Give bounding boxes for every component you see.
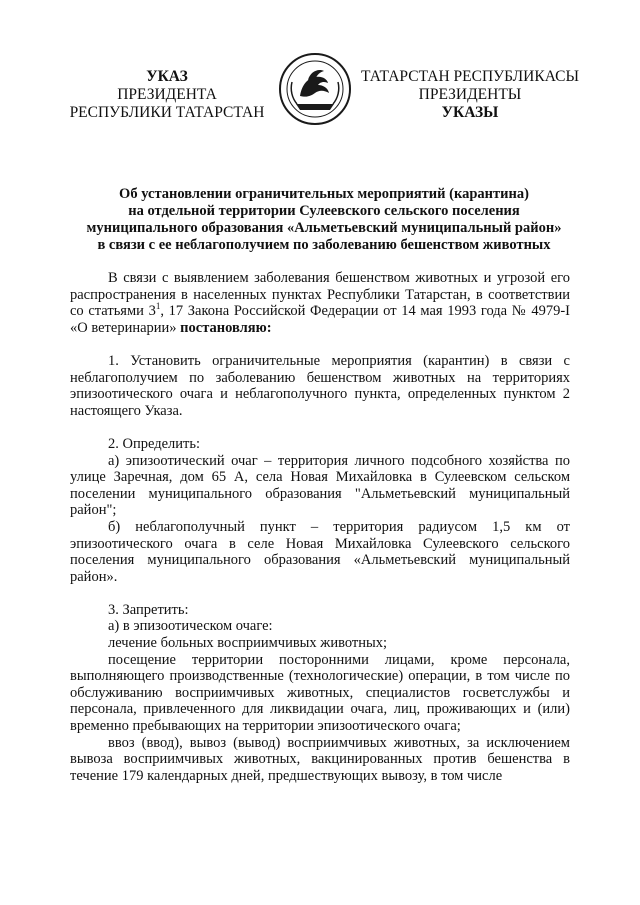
decree-label: УКАЗ	[146, 68, 188, 85]
title-line: Об установлении ограничительных мероприятий (карантина)	[119, 186, 529, 202]
title-line: на отдельной территории Сулеевского сельского поселения	[128, 203, 520, 219]
preamble-paragraph: В связи с выявлением заболевания бешенством животных и угрозой его распространения в населенных пунктах Республики Татарстан, в соответствии со статьями $3^1$, 17 Закона Российской Федерации от 14 мая 1993 года № 4979-I «О ветеринарии» постановляю:	[70, 270, 570, 336]
item-3-line: ввоз (ввод), вывоз (вывод) восприимчивых животных, за исключением вывоза восприимчивых животных, вакцинированных против бешенства в течение 179 календарных дней, предшествующих вывозу, в том числе	[70, 734, 570, 784]
issuer-block-russian	[62, 68, 272, 122]
issuer-line: РЕСПУБЛИКИ ТАТАРСТАН	[69, 104, 265, 121]
item-3a-paragraph: а) в эпизоотическом очаге:	[108, 618, 273, 635]
superscript: 1	[155, 301, 161, 312]
resolution-word: постановляю:	[180, 319, 272, 336]
decree-body	[70, 270, 570, 784]
item-3-line: посещение территории посторонними лицами, кроме персонала, выполняющего производственные (технологические) операции, в том числе по обслуживанию восприимчивых животных, специалистов госветслужбы и персонала, привлеченного для ликвидации очага, лиц, проживающих и (или) временно пребывающих на территории эпизоотического очага;	[70, 651, 570, 735]
item-3-heading: 3. Запретить:	[108, 601, 189, 618]
issuer-line: ТАТАРСТАН РЕСПУБЛИКАСЫ	[361, 68, 579, 85]
title-line: в связи с ее неблагополучием по заболеванию бешенством животных	[97, 237, 551, 253]
title-line: муниципального образования «Альметьевский муниципальный район»	[86, 220, 562, 236]
item-2a-paragraph: а) эпизоотический очаг – территория личного подсобного хозяйства по улице Заречная, дом 65 А, села Новая Михайловка в Сулеевском сельском поселении муниципального образования "Альметьевский муниципальный район";	[70, 452, 570, 519]
item-2b-paragraph: б) неблагополучный пункт – территория радиусом 1,5 км от эпизоотического очага в селе Новая Михайловка Сулеевского сельского поселения муниципального образования «Альметьевский муниципальный район».	[70, 518, 570, 585]
decree-label: УКАЗЫ	[441, 104, 499, 121]
tatarstan-emblem-icon	[278, 52, 352, 126]
item-1-paragraph: 1. Установить ограничительные мероприятия (карантин) в связи с неблагополучием по заболеванию бешенством животных на территориях эпизоотического очага и неблагополучного пункта, определенных пунктом 2 настоящего Указа.	[70, 352, 570, 419]
decree-title	[70, 186, 578, 254]
issuer-line: ПРЕЗИДЕНТЫ	[418, 86, 522, 103]
item-3-line: лечение больных восприимчивых животных;	[108, 635, 387, 652]
item-2-heading: 2. Определить:	[108, 435, 201, 452]
issuer-line: ПРЕЗИДЕНТА	[117, 86, 217, 103]
issuer-block-tatar	[360, 68, 580, 122]
